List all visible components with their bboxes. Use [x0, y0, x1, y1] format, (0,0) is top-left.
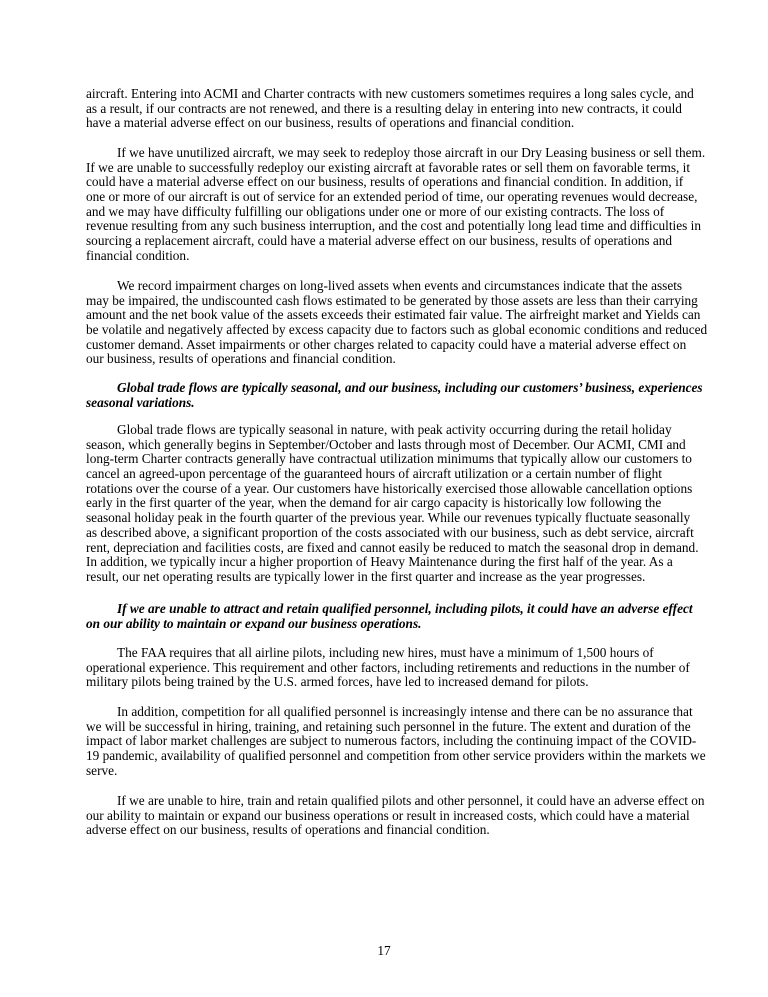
text-line: We record impairment charges on long-lived assets when events and circumstances indicate that the assets	[117, 278, 683, 293]
paragraph	[86, 704, 706, 778]
heading-line: on our ability to maintain or expand our business operations.	[86, 615, 422, 631]
paragraph	[86, 646, 696, 690]
text-line: If we have unutilized aircraft, we may seek to redeploy those aircraft in our Dry Leasing business or sell them.	[117, 145, 706, 160]
text-line: we will be successful in hiring, training, and retaining such personnel in the future. The extent and duration of the	[86, 718, 691, 734]
text-line: 19 pandemic, availability of qualified personnel and competition from other service providers within the markets we	[86, 748, 706, 764]
text-line: aircraft. Entering into ACMI and Charter contracts with new customers sometimes requires a long sales cycle, and	[86, 86, 694, 101]
text-line: If we are unable to hire, train and retain qualified pilots and other personnel, it could have an adverse effect on	[117, 793, 705, 808]
text-line: In addition, competition for all qualified personnel is increasingly intense and there can be no assurance that	[117, 704, 693, 719]
text-line: rotations over the course of a year. Our customers have historically exercised those allowable cancellation options	[86, 480, 693, 496]
heading-line: seasonal variations.	[86, 394, 195, 410]
text-line: The FAA requires that all airline pilots, including new hires, must have a minimum of 1,500 hours of	[117, 645, 654, 660]
text-line: could have a material adverse effect on our business, results of operations and financial condition. In addition, if	[86, 174, 684, 190]
text-line: have a material adverse effect on our business, results of operations and financial condition.	[86, 115, 575, 131]
section-heading	[86, 380, 703, 410]
text-line: sourcing a replacement aircraft, could have a material adverse effect on our business, results of operations and	[86, 233, 673, 249]
text-line: and we may have difficulty fulfilling our obligations under one or more of our existing contracts. The loss of	[86, 203, 665, 219]
text-line: our ability to maintain or expand our business operations or result in increased costs, which could have a material	[86, 807, 690, 823]
text-line: serve.	[86, 762, 118, 778]
text-line: one or more of our aircraft is out of service for an extended period of time, our operating revenues would decrease,	[86, 189, 698, 205]
paragraph-continued	[86, 87, 696, 131]
text-line: our business, results of operations and financial condition.	[86, 351, 396, 367]
text-line: long-term Charter contracts generally have contractual utilization minimums that typically allow our customers to	[86, 451, 692, 467]
text-line: as a result, if our contracts are not renewed, and there is a resulting delay in entering into new contracts, it could	[86, 100, 682, 116]
heading-line: If we are unable to attract and retain qualified personnel, including pilots, it could have an adverse effect	[117, 601, 693, 616]
paragraph	[86, 793, 705, 838]
paragraph	[86, 422, 699, 585]
text-line: be volatile and negatively affected by excess capacity due to factors such as global economic conditions and reduced	[86, 322, 708, 338]
text-line: customer demand. Asset impairments or other charges related to capacity could have a material adverse effect on	[86, 336, 687, 352]
text-line: amount and the net book value of the assets exceeds their estimated fair value. The airfreight market and Yields can	[86, 307, 701, 323]
paragraph	[86, 145, 706, 264]
text-line: military pilots being trained by the U.S. armed forces, have led to increased demand for pilots.	[86, 674, 589, 690]
text-line: cancel an agreed-upon percentage of the guaranteed hours of aircraft utilization or a certain number of flight	[86, 466, 662, 482]
text-line: operational experience. This requirement and other factors, including retirements and reductions in the number of	[86, 659, 690, 675]
text-line: season, which generally begins in September/October and lasts through most of December. Our ACMI, CMI and	[86, 436, 686, 452]
heading-line: Global trade flows are typically seasonal, and our business, including our customers’ business, experiences	[117, 380, 703, 395]
text-line: revenue resulting from any such business interruption, and the cost and potentially long lead time and difficulties in	[86, 218, 701, 234]
text-line: In addition, we typically incur a higher proportion of Heavy Maintenance during the first half of the year. As a	[86, 554, 673, 570]
text-line: rent, depreciation and facilities costs, are fixed and cannot easily be reduced to match the seasonal drop in demand.	[86, 539, 699, 555]
text-line: early in the first quarter of the year, when the demand for air cargo capacity is historically low following the	[86, 495, 662, 511]
text-line: result, our net operating results are typically lower in the first quarter and increase as the year progresses.	[86, 568, 646, 584]
section-heading	[86, 602, 696, 631]
text-line: as described above, a significant proportion of the costs associated with our business, such as debt service, aircraft	[86, 524, 694, 540]
text-line: Global trade flows are typically seasonal in nature, with peak activity occurring during the retail holiday	[117, 422, 672, 437]
paragraph	[86, 278, 708, 367]
text-line: If we are unable to successfully redeploy our existing aircraft at favorable rates or sell them on favorable terms, it	[86, 159, 691, 175]
page-number: 17	[377, 943, 391, 958]
text-line: seasonal holiday peak in the fourth quarter of the previous year. While our revenues typically fluctuate seasonally	[86, 510, 691, 526]
text-line: financial condition.	[86, 247, 190, 263]
text-line: impact of labor market challenges are subject to numerous factors, including the continuing impact of the COVID-	[86, 733, 697, 749]
text-line: adverse effect on our business, results of operations and financial condition.	[86, 822, 490, 838]
text-line: may be impaired, the undiscounted cash flows estimated to be generated by those assets are less than their carrying	[86, 292, 698, 308]
